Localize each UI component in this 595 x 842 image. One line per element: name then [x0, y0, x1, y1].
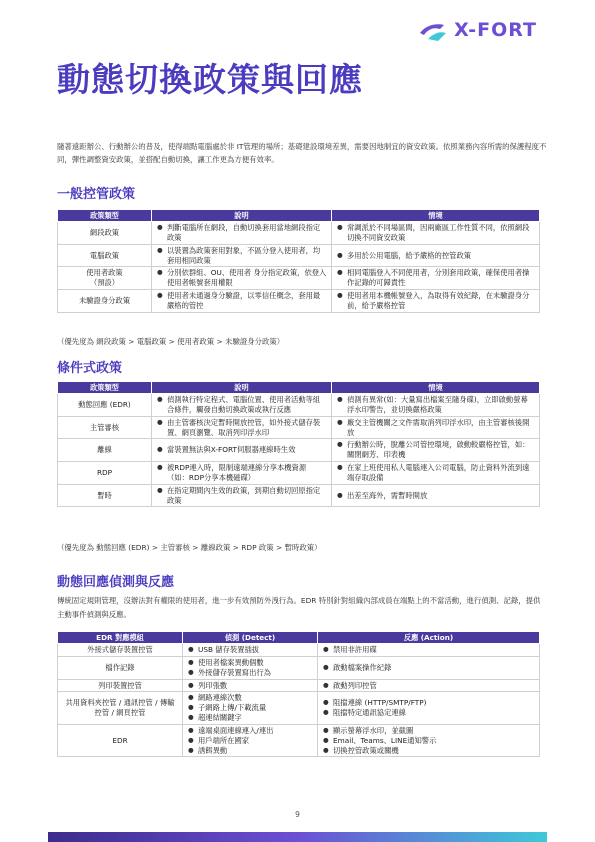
footer-gradient-bar: [48, 832, 547, 842]
x-fort-logo-icon: [418, 19, 448, 43]
bullet-item: ● 使用者檔案異動個數: [187, 658, 313, 668]
table-row: [58, 439, 540, 462]
bullet-item: ● 使用者未通過身分驗證，以零信任概念，套用最嚴格的管控: [156, 291, 327, 311]
scenario-cell: [332, 484, 540, 507]
description-cell: [183, 724, 318, 757]
table-row: [58, 484, 540, 507]
table-row: [58, 290, 540, 313]
policy-type-cell: 列印裝置控管: [58, 679, 183, 692]
policy-type-cell: 未驗證身分政策: [58, 290, 152, 313]
table-header-row: [58, 382, 540, 394]
bullet-item: ● 啟動檔案操作紀錄: [322, 663, 535, 673]
description-cell: [152, 394, 332, 417]
description-cell: [152, 439, 332, 462]
brand-logo: [418, 17, 537, 45]
bullet-item: ● 列印張數: [187, 681, 313, 691]
column-header: EDR 對應模組: [58, 632, 183, 644]
scenario-cell: [332, 462, 540, 485]
description-cell: [183, 656, 318, 679]
description-cell: [152, 222, 332, 245]
column-header: 偵測 (Detect): [183, 632, 318, 644]
bullet-item: ● 判斷電腦所在網段，自動切換套用當地網段指定政策: [156, 223, 327, 243]
scenario-cell: [332, 267, 540, 290]
bullet-item: ● 顯示螢幕浮水印，並截圖: [322, 726, 535, 736]
bullet-item: ● 誘餌異動: [187, 746, 313, 756]
bullet-item: ● 多用於公用電腦，給予嚴格的控管政策: [336, 251, 535, 261]
policy-type-cell: 網段政策: [58, 222, 152, 245]
bullet-item: ● 子網路上傳/下載流量: [187, 703, 313, 713]
description-cell: [152, 416, 332, 439]
description-cell: [152, 462, 332, 485]
bullet-item: ● 阻擋特定通訊協定連線: [322, 708, 535, 718]
scenario-cell: [318, 656, 540, 679]
table-row: [58, 692, 540, 725]
scenario-cell: [332, 244, 540, 267]
bullet-item: ● 常調派於不同場區間，因兩廠區工作性質不同，依照網段切換不同資安政策: [336, 223, 535, 243]
edr-module-table: [57, 631, 540, 757]
bullet-item: ● 被RDP連入時，限制遠端連線分享本機資源（如：RDP分享本機磁碟）: [156, 463, 327, 483]
scenario-cell: [318, 692, 540, 725]
policy-type-cell: 電腦政策: [58, 244, 152, 267]
table-row: [58, 679, 540, 692]
page-title: 動態切換政策與回應: [57, 60, 363, 99]
table-row: [58, 244, 540, 267]
bullet-item: ● 禁用非許用碟: [322, 645, 535, 655]
bullet-item: ● 在指定期間內生效的政策，到期自動切回原指定政策: [156, 486, 327, 506]
section-title-edr: 動態回應偵測與反應: [57, 575, 175, 590]
bullet-item: ● 分別依群組、OU、使用者 身分指定政策，依登入使用者帳號套用權限: [156, 268, 327, 288]
bullet-item: ● 超連結關鍵字: [187, 713, 313, 723]
bullet-item: ● Email、Teams、LINE通知警示: [322, 736, 535, 746]
column-header: 說明: [152, 382, 332, 394]
conditional-priority-note: （優先度為 動態回應 (EDR) > 主管審核 > 離線政策 > RDP 政策 > 暫時政策）: [57, 543, 322, 552]
page-number: 9: [295, 810, 300, 819]
bullet-item: ● 行動辦公時，脫離公司管控環境，啟動較嚴格控管，如：關閉網芳、印表機: [336, 440, 535, 460]
edr-paragraph: 傳統固定規則管理，沒辦法對有權限的使用者，進一步有效預防外洩行為。EDR 特別針對組織內部成員在端點上的不當活動，進行偵測、記錄，提供主動事件偵測與反應。: [57, 596, 541, 620]
conditional-policy-table: [57, 381, 540, 507]
bullet-item: ● 由主管審核決定暫時開放控管，如外接式儲存裝置、網頁瀏覽、取消列印浮水印: [156, 418, 327, 438]
table-row: [58, 222, 540, 245]
description-cell: [152, 484, 332, 507]
scenario-cell: [332, 439, 540, 462]
section-title-general: 一般控管政策: [57, 187, 136, 202]
intro-paragraph: 隨著遠距辦公、行動辦公的普及，使得端點電腦處於非 IT管理的場所；基礎建設環境差異，需要因地制宜的資安政策。依照業務內容所需的保護程度不同，彈性調整資安政策，並搭配自動切換，讓工作更為方便有效率。: [57, 142, 547, 164]
general-policy-table: [57, 209, 540, 313]
bullet-item: ● 啟動列印控管: [322, 681, 535, 691]
scenario-cell: [332, 290, 540, 313]
bullet-item: ● 用戶端所在國家: [187, 736, 313, 746]
scenario-cell: [332, 394, 540, 417]
scenario-cell: [318, 644, 540, 657]
policy-type-cell: 使用者政策 （預設）: [58, 267, 152, 290]
bullet-item: ● 以裝置為政策套用對象，不區分登入使用者，均套用相同政策: [156, 246, 327, 266]
policy-type-cell: 主管審核: [58, 416, 152, 439]
scenario-cell: [318, 679, 540, 692]
table-row: [58, 724, 540, 757]
bullet-item: ● 使用者用本機帳號登入，為取得有效紀錄，在未驗證身分前，給予嚴格控管: [336, 291, 535, 311]
bullet-item: ● 網路連線次數: [187, 693, 313, 703]
bullet-item: ● USB 儲存裝置插拔: [187, 645, 313, 655]
section-title-conditional: 條件式政策: [57, 361, 123, 376]
bullet-item: ● 廠交主管機關之文件需取消列印浮水印，由主管審核後開放: [336, 418, 535, 438]
bullet-item: ● 偵測執行特定程式、電腦位置、使用者活動等組合條件，觸發自動切換政策或執行反應: [156, 395, 327, 415]
scenario-cell: [332, 416, 540, 439]
table-row: [58, 656, 540, 679]
logo-text: X-FORT: [454, 19, 537, 42]
column-header: 說明: [152, 210, 332, 222]
policy-type-cell: 暫時: [58, 484, 152, 507]
policy-type-cell: 動態回應 (EDR): [58, 394, 152, 417]
table-row: [58, 416, 540, 439]
policy-type-cell: 外接式儲存裝置控管: [58, 644, 183, 657]
table-row: [58, 462, 540, 485]
description-cell: [183, 692, 318, 725]
table-row: [58, 394, 540, 417]
policy-type-cell: RDP: [58, 462, 152, 485]
bullet-item: ● 外接儲存裝置寫出行為: [187, 668, 313, 678]
table-header-row: [58, 632, 540, 644]
policy-type-cell: 離線: [58, 439, 152, 462]
scenario-cell: [318, 724, 540, 757]
column-header: 政策類型: [58, 210, 152, 222]
policy-type-cell: 檔作記錄: [58, 656, 183, 679]
column-header: 反應 (Action): [318, 632, 540, 644]
bullet-item: ● 偵測有異常(如：大量寫出檔案至隨身碟)，立即啟動螢幕浮水印警告，並切換嚴格政策: [336, 395, 535, 415]
description-cell: [183, 679, 318, 692]
bullet-item: ● 切換控管政策或關機: [322, 746, 535, 756]
general-priority-note: （優先度為 網段政策 > 電腦政策 > 使用者政策 > 未驗證身分政策）: [57, 337, 285, 346]
bullet-item: ● 遠端桌面連線連入/連出: [187, 726, 313, 736]
column-header: 政策類型: [58, 382, 152, 394]
bullet-item: ● 出差至海外，需暫時開放: [336, 491, 535, 501]
description-cell: [152, 290, 332, 313]
bullet-item: ● 在家上班使用私人電腦連入公司電腦，防止資料外流到遠端存取設備: [336, 463, 535, 483]
bullet-item: ● 當裝置無法與X-FORT伺服器連線時生效: [156, 445, 327, 455]
description-cell: [183, 644, 318, 657]
description-cell: [152, 267, 332, 290]
bullet-item: ● 相同電腦登入不同使用者，分別套用政策，確保使用者操作記錄的可歸責性: [336, 268, 535, 288]
column-header: 情境: [332, 382, 540, 394]
table-row: [58, 644, 540, 657]
description-cell: [152, 244, 332, 267]
scenario-cell: [332, 222, 540, 245]
table-header-row: [58, 210, 540, 222]
policy-type-cell: 共用資料夾控管 / 通訊控管 / 傳輸控管 / 網頁控管: [58, 692, 183, 725]
column-header: 情境: [332, 210, 540, 222]
policy-type-cell: EDR: [58, 724, 183, 757]
table-row: [58, 267, 540, 290]
bullet-item: ● 阻擋連線 (HTTP/SMTP/FTP): [322, 698, 535, 708]
